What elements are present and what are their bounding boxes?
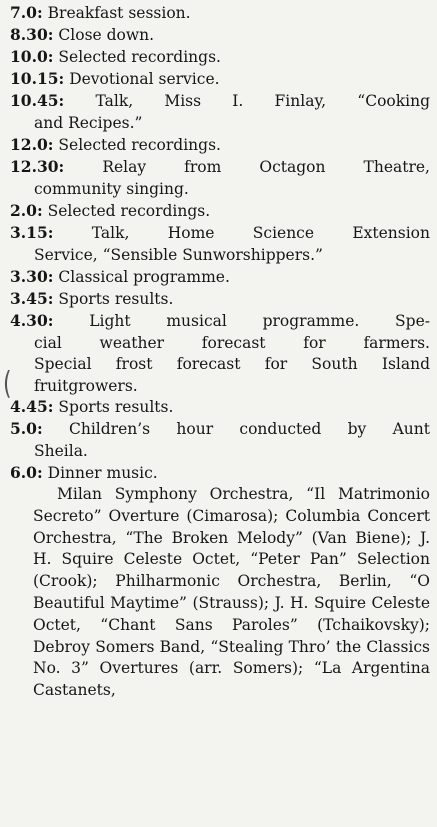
entry-first-line — [10, 266, 430, 289]
entry-first-line — [10, 200, 430, 223]
entry-time: 3.30: — [10, 267, 54, 286]
entry-first-line — [10, 134, 430, 157]
entry-description: Close down. — [58, 26, 155, 44]
entry-description: Talk, Home Science Extension — [91, 224, 430, 242]
entry-continuation-line: fruitgrowers. — [34, 376, 138, 395]
entry-first-line — [10, 156, 430, 179]
schedule-entry — [10, 134, 430, 157]
entry-description: Selected recordings. — [47, 202, 211, 220]
entry-time: 12.0: — [10, 135, 54, 154]
entry-first-line — [10, 2, 430, 25]
entry-description: Sports results. — [58, 398, 174, 416]
schedule-entry — [10, 288, 430, 311]
entry-first-line — [10, 396, 430, 419]
schedule-entry — [10, 24, 430, 47]
schedule-entry — [10, 90, 430, 134]
entry-time: 4.45: — [10, 397, 54, 416]
entry-continuation-line: Service, “Sensible Sunworshippers.” — [34, 245, 323, 264]
entry-first-line — [10, 310, 430, 333]
entry-first-line — [10, 68, 430, 91]
entry-first-line — [10, 288, 430, 311]
entry-time: 5.0: — [10, 419, 43, 438]
schedule-entry — [10, 200, 430, 223]
schedule-entry — [10, 2, 430, 25]
schedule-entry — [10, 396, 430, 419]
entry-description: Classical programme. — [58, 268, 230, 286]
entry-time: 6.0: — [10, 463, 43, 482]
entry-description: Selected recordings. — [58, 136, 221, 154]
schedule-entry — [10, 222, 430, 266]
entry-description: Breakfast session. — [47, 4, 191, 22]
entry-time: 10.15: — [10, 69, 65, 88]
entry-description: Devotional service. — [69, 70, 220, 88]
entry-first-line — [10, 24, 430, 47]
schedule-entry — [10, 156, 430, 200]
entry-time: 12.30: — [10, 157, 65, 176]
entry-time: 3.15: — [10, 223, 54, 242]
entry-description: Sports results. — [58, 290, 174, 308]
schedule-entry — [10, 46, 430, 69]
entry-time: 8.30: — [10, 25, 54, 44]
schedule-entry — [10, 266, 430, 289]
entry-continuation-line: cial weather forecast for farmers. — [34, 333, 430, 352]
entry-time: 3.45: — [10, 289, 54, 308]
entry-first-line — [10, 46, 430, 69]
entry-first-line — [10, 90, 430, 113]
entry-description: Selected recordings. — [58, 48, 221, 66]
dinner-music-text: Milan Symphony Orchestra, “Il Matrimonio Secreto” Overture (Cimarosa); Columbia Concert Orchestra, “The Broken Melody” (Van Biene); J. H. Squire Celeste Octet, “Peter Pan” Selection (Crook); Philharmonic Orchestra, Berlin, “O Beautiful Maytime” (Strauss); J. H. Squire Celeste Octet, “Chant Sans Paroles” (Tchaikovsky); Debroy Somers Band, “Stealing Thro’ the Classics No. 3” Overtures (arr. Somers); “La Argentina Castanets, — [33, 485, 430, 700]
entry-description: Dinner music. — [47, 464, 158, 482]
entry-continuation-line: Special frost forecast for South Island — [34, 355, 430, 374]
margin-bracket-mark: ( — [3, 367, 12, 402]
entry-first-line — [10, 462, 430, 485]
entry-description: Light musical programme. Spe- — [89, 312, 430, 330]
entry-continuation-line: Sheila. — [34, 441, 88, 460]
entry-description: Relay from Octagon Theatre, — [102, 158, 430, 176]
entry-time: 10.45: — [10, 91, 65, 110]
entry-description: Children’s hour conducted by Aunt — [69, 420, 430, 438]
entry-time: 4.30: — [10, 311, 54, 330]
schedule-entry — [10, 68, 430, 91]
entry-description: Talk, Miss I. Finlay, “Cooking — [95, 92, 430, 110]
entry-continuation-line: community singing. — [34, 179, 189, 198]
entry-continuation-line: and Recipes.” — [34, 113, 143, 132]
schedule-entry — [10, 310, 430, 397]
entry-first-line — [10, 222, 430, 245]
entry-time: 10.0: — [10, 47, 54, 66]
entry-time: 7.0: — [10, 3, 43, 22]
schedule-entry — [10, 418, 430, 462]
schedule-entry — [10, 462, 430, 485]
entry-first-line — [10, 418, 430, 441]
dinner-music-programme — [33, 484, 430, 702]
entry-time: 2.0: — [10, 201, 43, 220]
